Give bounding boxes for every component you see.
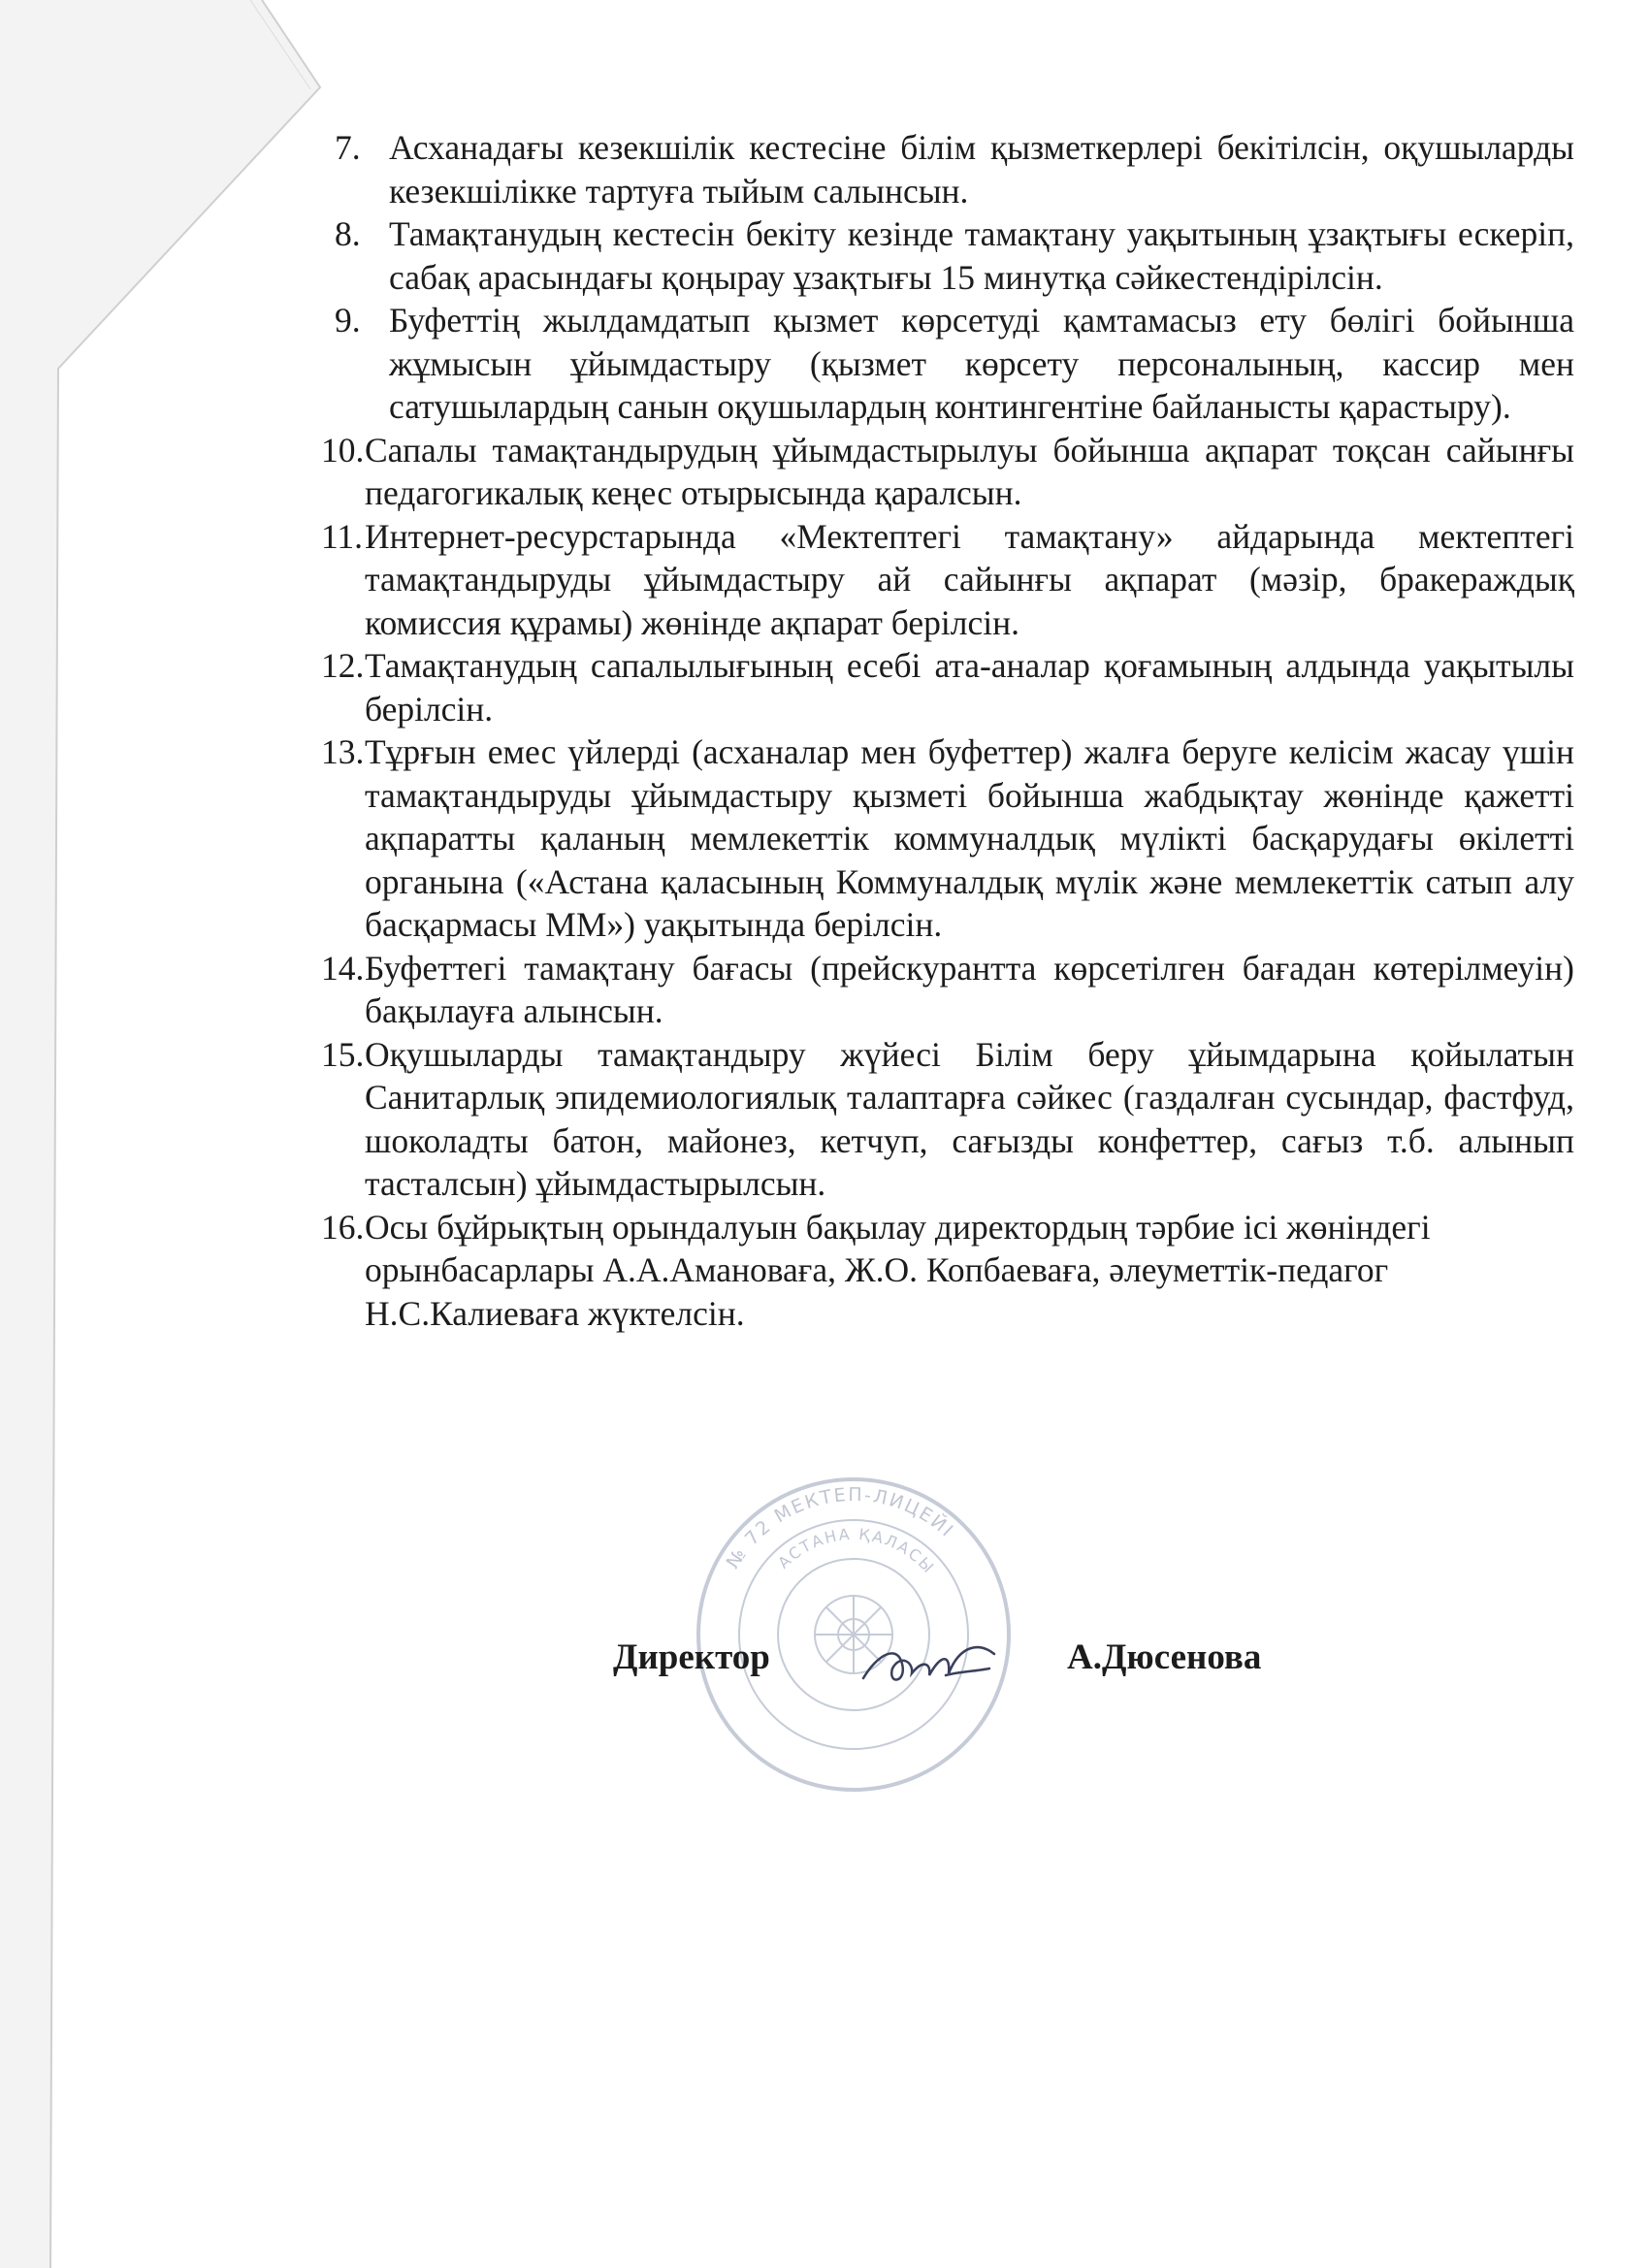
item-text: Тамақтанудың кестесін бекіту кезінде тамақтану уақытының ұзақтығы ескеріп, сабақ арасындағы қоңырау ұзақтығы 15 минутқа сәйкестендірілсін. — [389, 214, 1574, 297]
document-body — [321, 126, 1574, 1335]
item-number: 8. — [335, 214, 361, 253]
item-number: 12. — [321, 646, 365, 685]
item-text: Тұрғын емес үйлерді (асханалар мен буфеттер) жалға беруге келісім жасау үшін тамақтандыруды ұйымдастыру қызметі бойынша жабдықтау жөнінде қажетті ақпаратты қаланың мемлекеттік коммуналдық мүлікті басқарудағы өкілетті органына («Астана қаласының Коммуналдық мүлік және мемлекеттік сатып алу басқармасы ММ») уақытында берілсін. — [365, 732, 1574, 944]
signatory-title: Директор — [613, 1637, 770, 1677]
item-number: 14. — [321, 948, 365, 988]
item-number: 7. — [335, 128, 361, 167]
item-text: Оқушыларды тамақтандыру жүйесі Білім беру ұйымдарына қойылатын Санитарлық эпидемиологиялық талаптарға сәйкес (газдалған сусындар, фастфуд, шоколадты батон, майонез, кетчуп, сағызды конфеттер, сағыз т.б. алынып тасталсын) ұйымдастырылсын. — [365, 1034, 1574, 1203]
item-text: Буфеттегі тамақтану бағасы (прейскурантта көрсетілген бағадан көтерілмеуін) бақылауға алынсын. — [365, 948, 1574, 1030]
item-text: Буфеттің жылдамдатып қызмет көрсетуді қамтамасыз ету бөлігі бойынша жұмысын ұйымдастыру (қызмет көрсету персоналының, кассир мен сатушылардың санын оқушылардың контингентіне байланысты қарастыру). — [389, 301, 1574, 426]
handwritten-signature — [854, 1625, 999, 1702]
list-item — [321, 1206, 1574, 1336]
item-number: 13. — [321, 732, 365, 771]
item-number: 9. — [335, 301, 361, 340]
list-item — [321, 1033, 1574, 1206]
list-item — [335, 126, 1574, 212]
svg-text:АСТАНА ҚАЛАСЫ — [774, 1525, 938, 1577]
item-number: 11. — [321, 516, 364, 556]
list-item — [321, 947, 1574, 1033]
item-number: 10. — [321, 430, 365, 470]
item-text: Тамақтанудың сапалылығының есебі ата-аналар қоғамының алдында уақытылы берілсін. — [365, 646, 1574, 729]
item-text: Осы бұйрықтың орындалуын бақылау директордың тәрбие ісі жөніндегі орынбасарлары А.А.Амановаға, Ж.О. Копбаеваға, әлеуметтік-педагог Н.С.Калиеваға жүктелсін. — [365, 1207, 1431, 1333]
stamp-outer-text: № 72 МЕКТЕП-ЛИЦЕЙІ — [722, 1483, 958, 1573]
list-item — [321, 429, 1574, 515]
list-item — [335, 212, 1574, 299]
list-item — [321, 644, 1574, 730]
list-item — [321, 515, 1574, 645]
item-text: Сапалы тамақтандырудың ұйымдастырылуы бойынша ақпарат тоқсан сайынғы педагогикалық кеңес отырысында қаралсын. — [365, 430, 1574, 512]
item-text: Асханадағы кезекшілік кестесіне білім қызметкерлері бекітілсін, оқушыларды кезекшілікке тартуға тыйым салынсын. — [389, 128, 1574, 211]
item-text: Интернет-ресурстарында «Мектептегі тамақтану» айдарында мектептегі тамақтандыруды ұйымдастыру ай сайынғы ақпарат (мәзір, бракераждық комиссия құрамы) жөнінде ақпарат берілсін. — [365, 516, 1574, 642]
list-item — [335, 299, 1574, 429]
item-number: 15. — [321, 1034, 365, 1074]
list-item — [321, 730, 1574, 947]
signatory-name: А.Дюсенова — [1067, 1637, 1262, 1677]
stamp-inner-text: АСТАНА ҚАЛАСЫ — [774, 1524, 939, 1578]
item-number: 16. — [321, 1207, 365, 1247]
signature-block — [0, 1625, 1649, 1712]
